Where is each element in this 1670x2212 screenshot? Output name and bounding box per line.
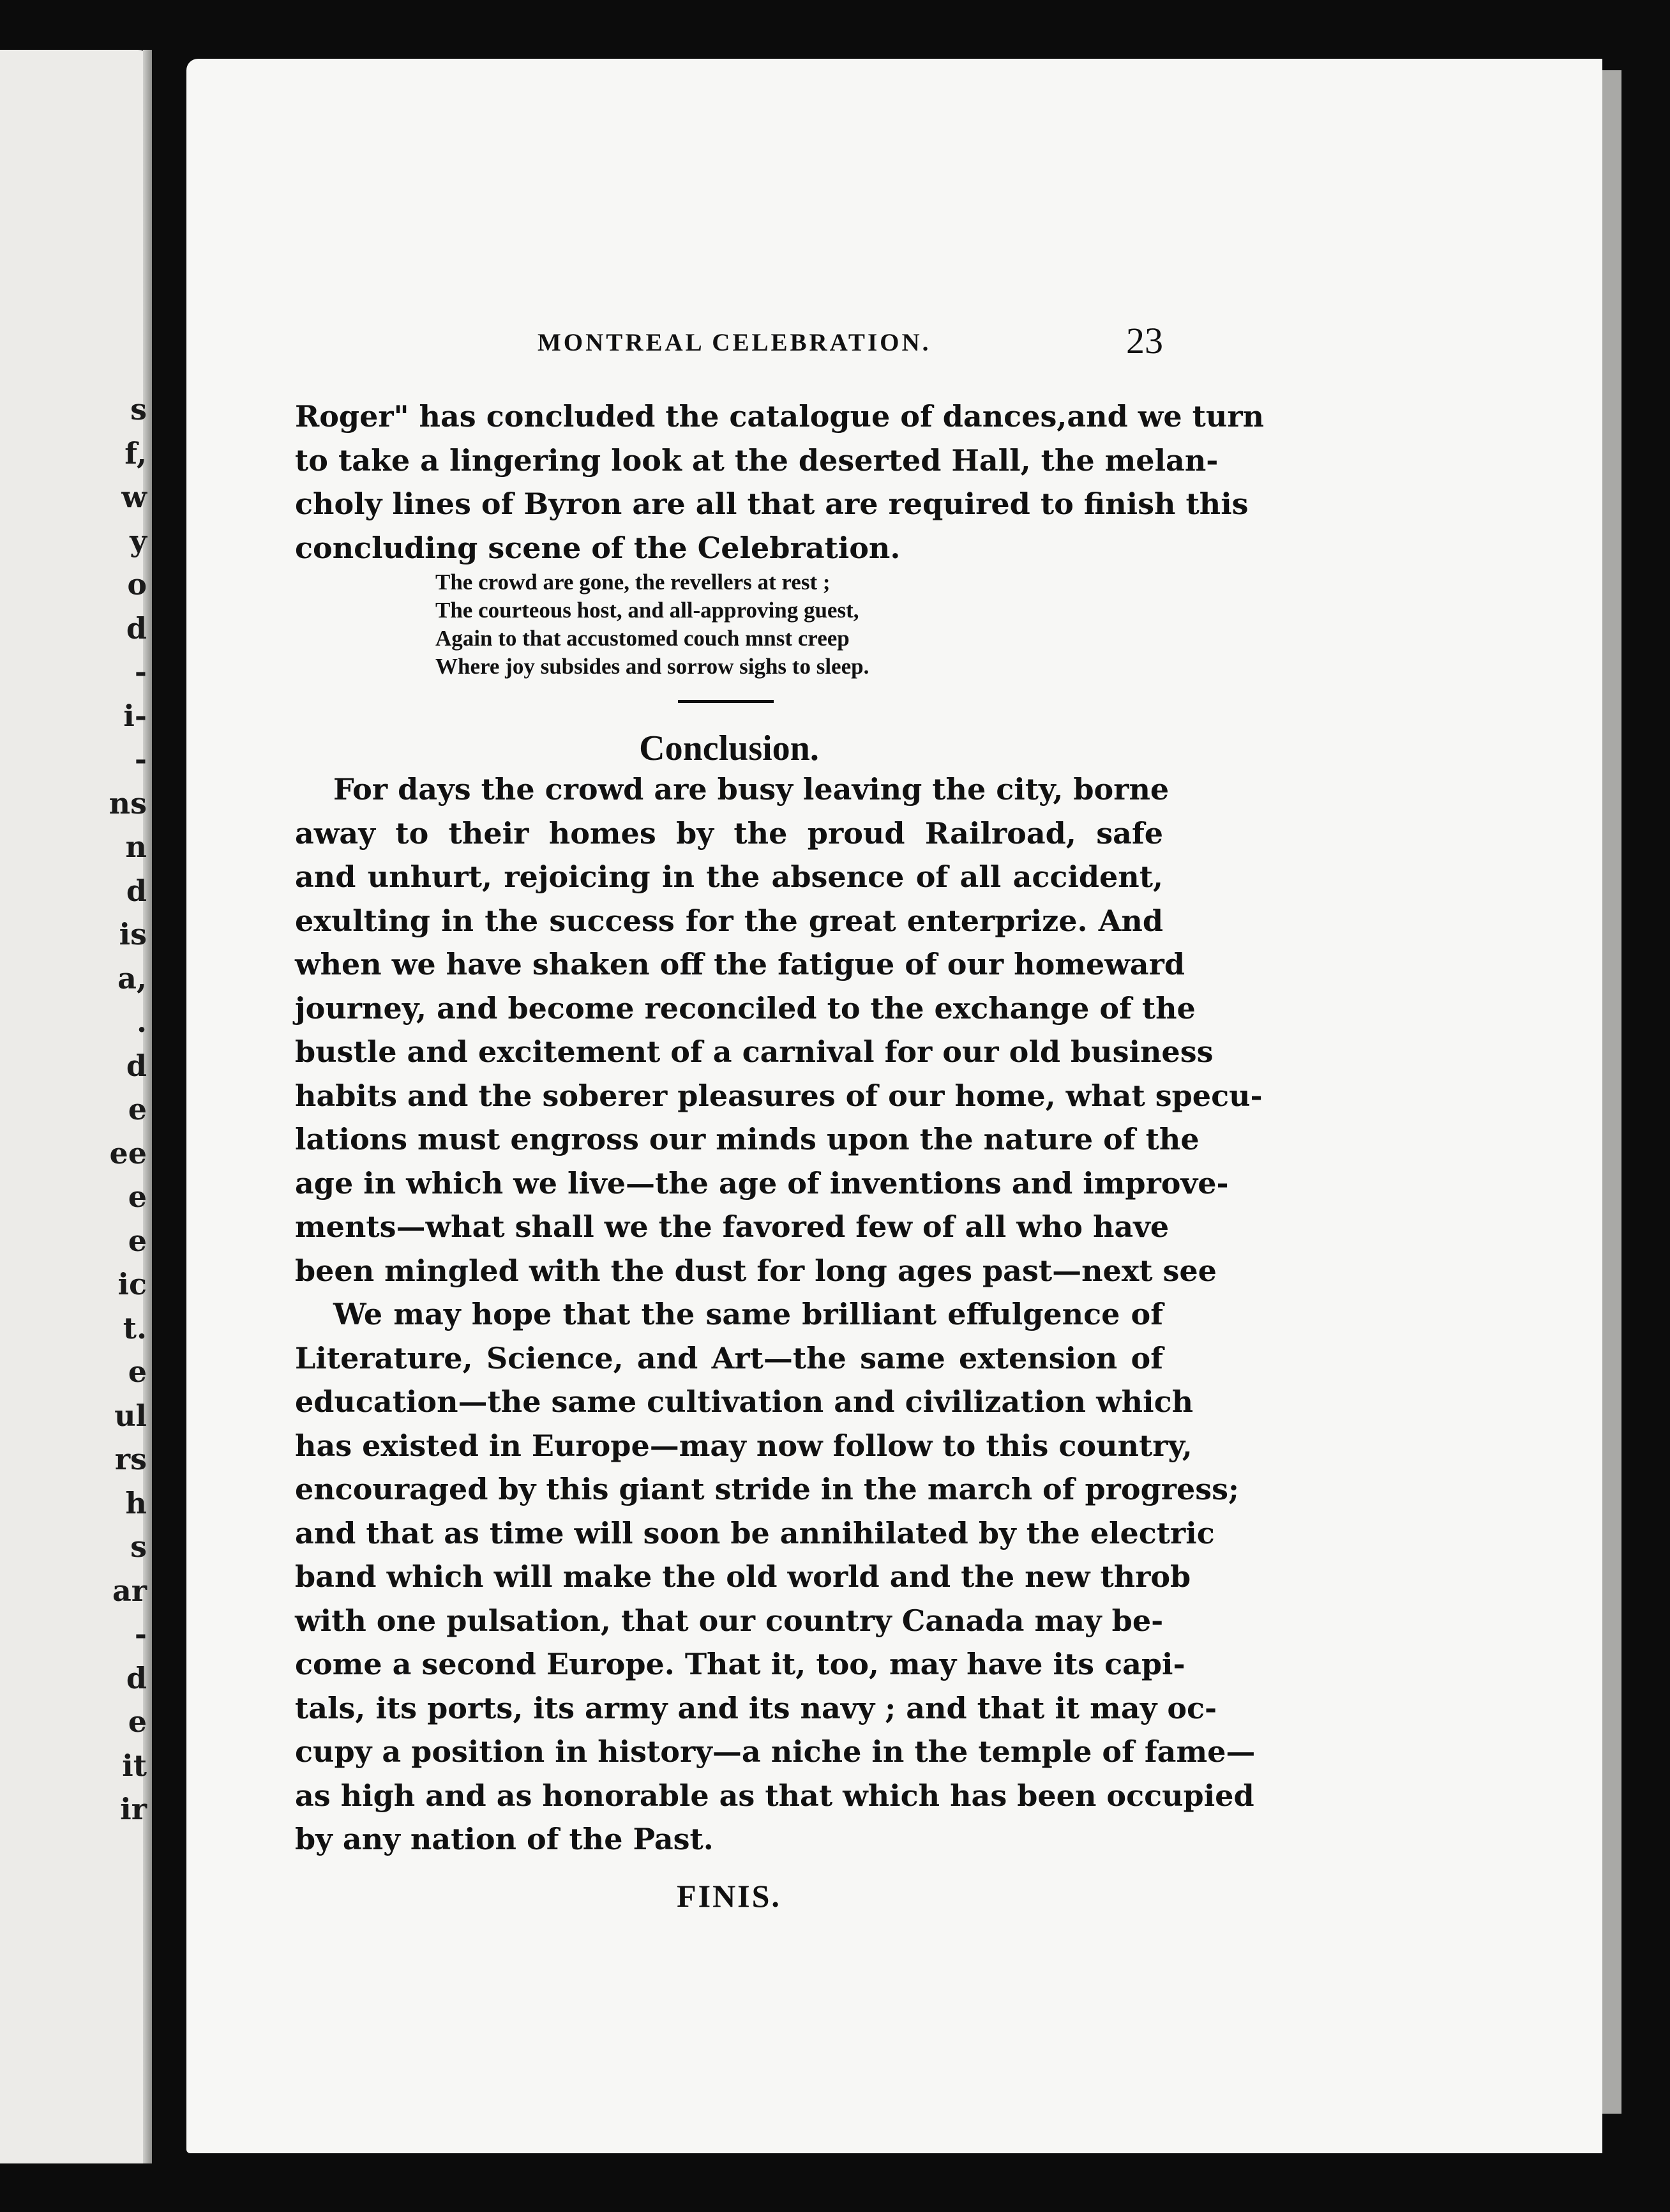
section-rule xyxy=(678,700,774,703)
text-line: For days the crowd are busy leaving the city, borne xyxy=(333,772,1170,807)
text-line: habits and the soberer pleasures of our home, what specu- xyxy=(295,1078,1263,1113)
text-line: been mingled with the dust for long ages past—next see xyxy=(295,1253,1217,1288)
facing-page xyxy=(0,50,152,2163)
finis: FINIS. xyxy=(677,1878,781,1914)
facing-page-fragment: n xyxy=(125,830,147,864)
text-line: Literature, Science, and Art—the same extension of xyxy=(295,1340,1163,1375)
facing-page-fragment: e xyxy=(128,1092,147,1126)
text-line: education—the same cultivation and civilization which xyxy=(295,1384,1194,1419)
text-line: choly lines of Byron are all that are required to finish this xyxy=(295,487,1249,521)
text-line: to take a lingering look at the deserted Hall, the melan- xyxy=(295,443,1219,478)
facing-page-fragment: - xyxy=(134,1617,147,1651)
facing-page-fragment: i- xyxy=(123,698,147,733)
facing-page-fragment: a, xyxy=(117,960,147,996)
facing-page-fragment: w xyxy=(121,480,147,514)
text-line: bustle and excitement of a carnival for our old business xyxy=(295,1034,1214,1069)
facing-page-fragment: e xyxy=(128,1179,147,1214)
facing-page-fragment: ul xyxy=(114,1398,147,1433)
conclusion-paragraph-2 xyxy=(295,1292,1256,1861)
facing-page-fragment: d xyxy=(126,1048,147,1083)
text-line: band which will make the old world and the new throb xyxy=(295,1559,1191,1594)
facing-page-fragment: rs xyxy=(114,1442,147,1476)
text-line: journey, and become reconciled to the exchange of the xyxy=(295,990,1196,1026)
text-line: come a second Europe. That it, too, may have its capi- xyxy=(295,1647,1185,1681)
text-line: The courteous host, and all-approving guest, xyxy=(435,598,859,623)
text-line: away to their homes by the proud Railroad, safe xyxy=(295,815,1163,851)
text-line: concluding scene of the Celebration. xyxy=(295,530,901,565)
text-line: has existed in Europe—may now follow to this country, xyxy=(295,1428,1192,1463)
facing-page-fragment: - xyxy=(134,742,147,776)
facing-page-fragment: h xyxy=(125,1485,147,1520)
facing-page-fragment: e xyxy=(128,1223,147,1258)
facing-page-fragment: it xyxy=(122,1748,147,1783)
section-heading: Conclusion. xyxy=(639,729,819,768)
facing-page-fragment: o xyxy=(127,567,147,602)
text-line: encouraged by this giant stride in the march of progress; xyxy=(295,1472,1240,1506)
facing-page-fragment: e xyxy=(128,1354,147,1389)
running-title: MONTREAL CELEBRATION. xyxy=(538,329,931,356)
text-line: lations must engross our minds upon the nature of the xyxy=(295,1122,1200,1156)
facing-page-fragment: e xyxy=(128,1704,147,1739)
intro-paragraph xyxy=(295,395,1265,570)
conclusion-paragraph-1 xyxy=(295,768,1263,1292)
text-line: Where joy subsides and sorrow sighs to sleep. xyxy=(435,654,869,679)
facing-page-fragment: ar xyxy=(112,1573,147,1608)
facing-page-fragment: d xyxy=(126,873,147,908)
text-line: when we have shaken off the fatigue of our homeward xyxy=(295,947,1185,981)
text-line: The crowd are gone, the revellers at rest ; xyxy=(435,570,831,595)
text-line: age in which we live—the age of inventions and improve- xyxy=(295,1165,1229,1201)
text-line: ments—what shall we the favored few of all who have xyxy=(295,1209,1170,1244)
text-line: as high and as honorable as that which has been occupied xyxy=(295,1778,1254,1813)
facing-page-fragment: ic xyxy=(117,1267,147,1301)
text-line: cupy a position in history—a niche in the temple of fame— xyxy=(295,1734,1256,1769)
facing-page-fragment: ee xyxy=(109,1135,147,1170)
facing-page-fragment: is xyxy=(119,917,147,951)
facing-page-fragment: - xyxy=(134,655,147,689)
page-number: 23 xyxy=(1126,320,1163,361)
facing-page-fragment: s xyxy=(130,1529,147,1564)
running-header xyxy=(295,319,1163,370)
text-line: and that as time will soon be annihilated by the electric xyxy=(295,1515,1215,1550)
text-line: exulting in the success for the great enterprize. And xyxy=(295,903,1163,938)
facing-page-fragment: d xyxy=(126,1660,147,1695)
page-stack-shadow xyxy=(1602,70,1621,2114)
facing-page-fragment: t. xyxy=(123,1310,147,1345)
facing-page-fragment: s xyxy=(130,392,147,427)
facing-page-fragment: ir xyxy=(120,1792,147,1826)
facing-page-fragment: ns xyxy=(109,785,147,821)
facing-page-fragment: . xyxy=(136,1004,147,1039)
facing-page-fragment: f, xyxy=(124,436,147,471)
byron-verse xyxy=(435,568,869,681)
text-line: and unhurt, rejoicing in the absence of all accident, xyxy=(295,860,1163,894)
facing-page-fragment: d xyxy=(126,610,147,646)
text-line: by any nation of the Past. xyxy=(295,1822,714,1856)
text-line: Roger" has concluded the catalogue of dances,and we turn xyxy=(295,399,1265,434)
facing-page-fragment: y xyxy=(130,523,147,558)
text-line: tals, its ports, its army and its navy ; and that it may oc- xyxy=(295,1690,1217,1725)
text-line: We may hope that the same brilliant effulgence of xyxy=(333,1297,1163,1331)
text-line: with one pulsation, that our country Canada may be- xyxy=(295,1603,1164,1638)
text-line: Again to that accustomed couch mnst creep xyxy=(435,626,850,651)
